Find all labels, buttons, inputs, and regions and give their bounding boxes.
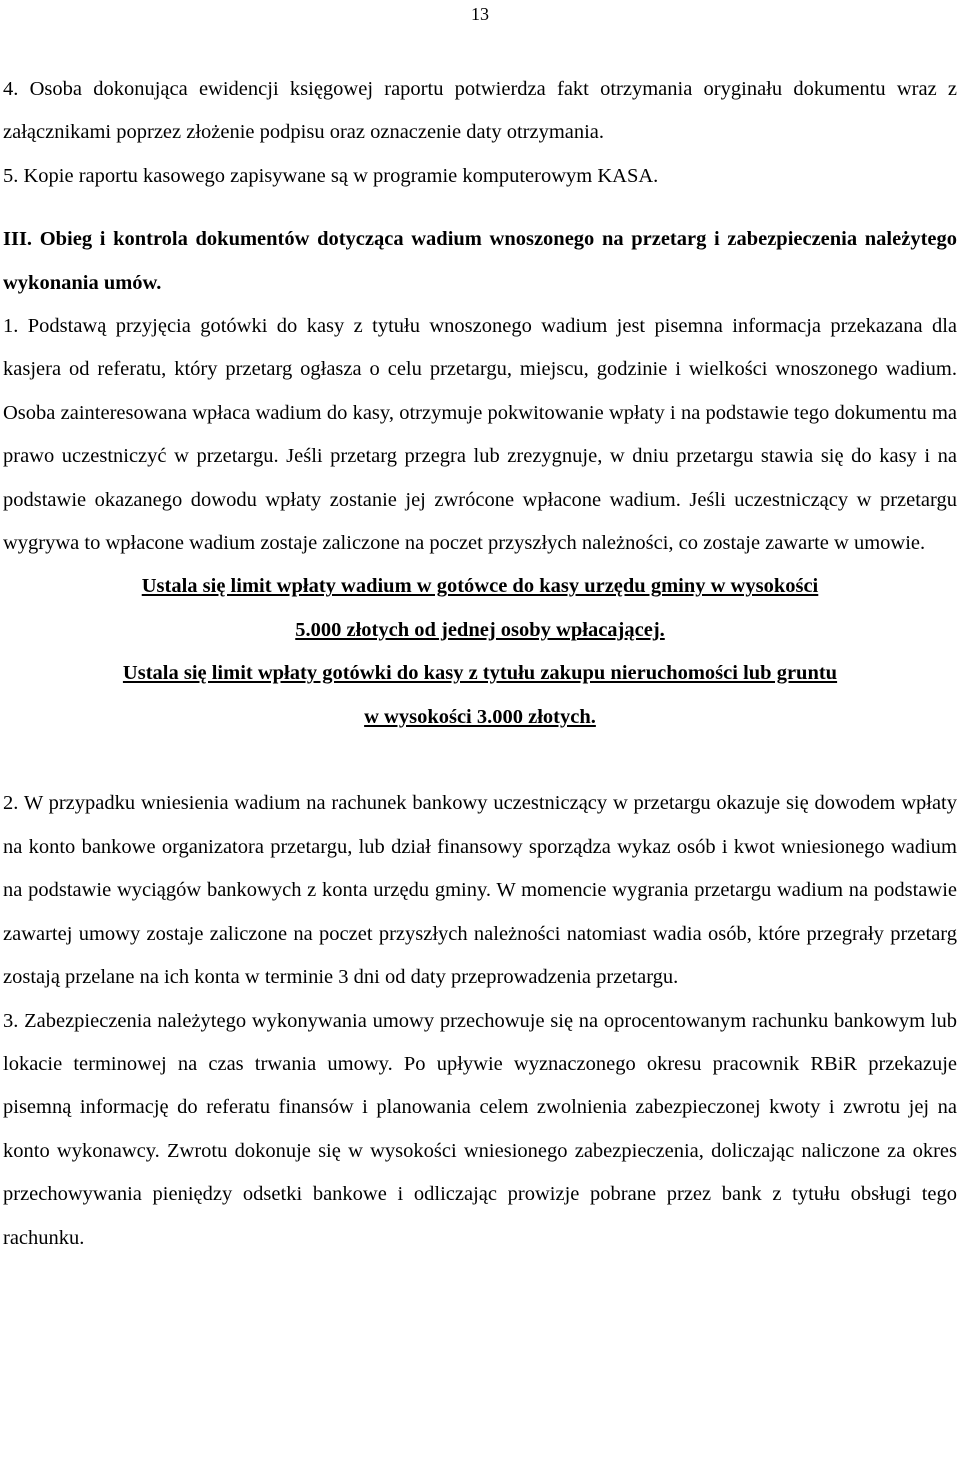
paragraph-4: 4. Osoba dokonująca ewidencji księgowej raportu potwierdza fakt otrzymania oryginału dokumentu wraz z załącznikami poprzez złożenie podpisu oraz oznaczenie daty otrzymania. bbox=[3, 78, 957, 144]
limit-2-line-2: w wysokości 3.000 złotych. bbox=[364, 705, 596, 728]
section-paragraph-3: 3. Zabezpieczenia należytego wykonywania umowy przechowuje się na oprocentowanym rachunku bankowym lub lokacie terminowej na czas trwania umowy. Po upływie wyznaczonego okresu pracownik RBiR przekazuje pisemną informację do referatu finansów i planowania celem zwolnienia zabezpieczonej kwoty i zwrotu jej na konto wykonawcy. Zwrotu dokonuje się w wysokości wniesionego zabezpieczenia, doliczając naliczone za okres przechowywania pieniędzy odsetki bankowe i odliczając prowizje pobrane przez bank z tytułu obsługi tego rachunku. bbox=[3, 1009, 957, 1249]
page-number: 13 bbox=[471, 4, 489, 24]
limit-1-line-2: 5.000 złotych od jednej osoby wpłacającej. bbox=[295, 618, 665, 641]
limit-2-line-1: Ustala się limit wpłaty gotówki do kasy z tytułu zakupu nieruchomości lub gruntu bbox=[122, 662, 838, 685]
section-paragraph-2: 2. W przypadku wniesienia wadium na rachunek bankowy uczestniczący w przetargu okazuje się dowodem wpłaty na konto bankowe organizatora przetargu, lub dział finansowy sporządza wykaz osób i kwot wniesionego wadium na podstawie wyciągów bankowych z konta urzędu gminy. W momencie wygrania przetargu wadium na podstawie zawartej umowy zostaje zaliczone na poczet przyszłych należności natomiast wadia osób, które przegrały przetarg zostają przelane na ich konta w terminie 3 dni od daty przeprowadzenia przetargu. bbox=[3, 792, 957, 989]
section-paragraph-1: 1. Podstawą przyjęcia gotówki do kasy z tytułu wnoszonego wadium jest pisemna informacja przekazana dla kasjera od referatu, który przetarg ogłasza o celu przetargu, miejscu, godzinie i wielkości wnoszonego wadium. Osoba zainteresowana wpłaca wadium do kasy, otrzymuje pokwitowanie wpłaty i na podstawie tego dokumentu ma prawo uczestniczyć w przetargu. Jeśli przetarg przegra lub zrezygnuje, w dniu przetargu stawia się do kasy i na podstawie okazanego dowodu wpłaty zostanie jej zwrócone wpłacone wadium. Jeśli uczestniczący w przetargu wygrywa to wpłacone wadium zostaje zaliczone na poczet przyszłych należności, co zostaje zawarte w umowie. bbox=[3, 315, 957, 555]
paragraph-5: 5. Kopie raportu kasowego zapisywane są w programie komputerowym KASA. bbox=[3, 164, 659, 187]
limit-1-line-1: Ustala się limit wpłaty wadium w gotówce do kasy urzędu gminy w wysokości bbox=[141, 575, 819, 598]
blank-line bbox=[3, 739, 957, 782]
document-body bbox=[3, 68, 957, 1260]
section-heading: III. Obieg i kontrola dokumentów dotycząca wadium wnoszonego na przetarg i zabezpieczenia należytego wykonania umów. bbox=[3, 228, 957, 294]
